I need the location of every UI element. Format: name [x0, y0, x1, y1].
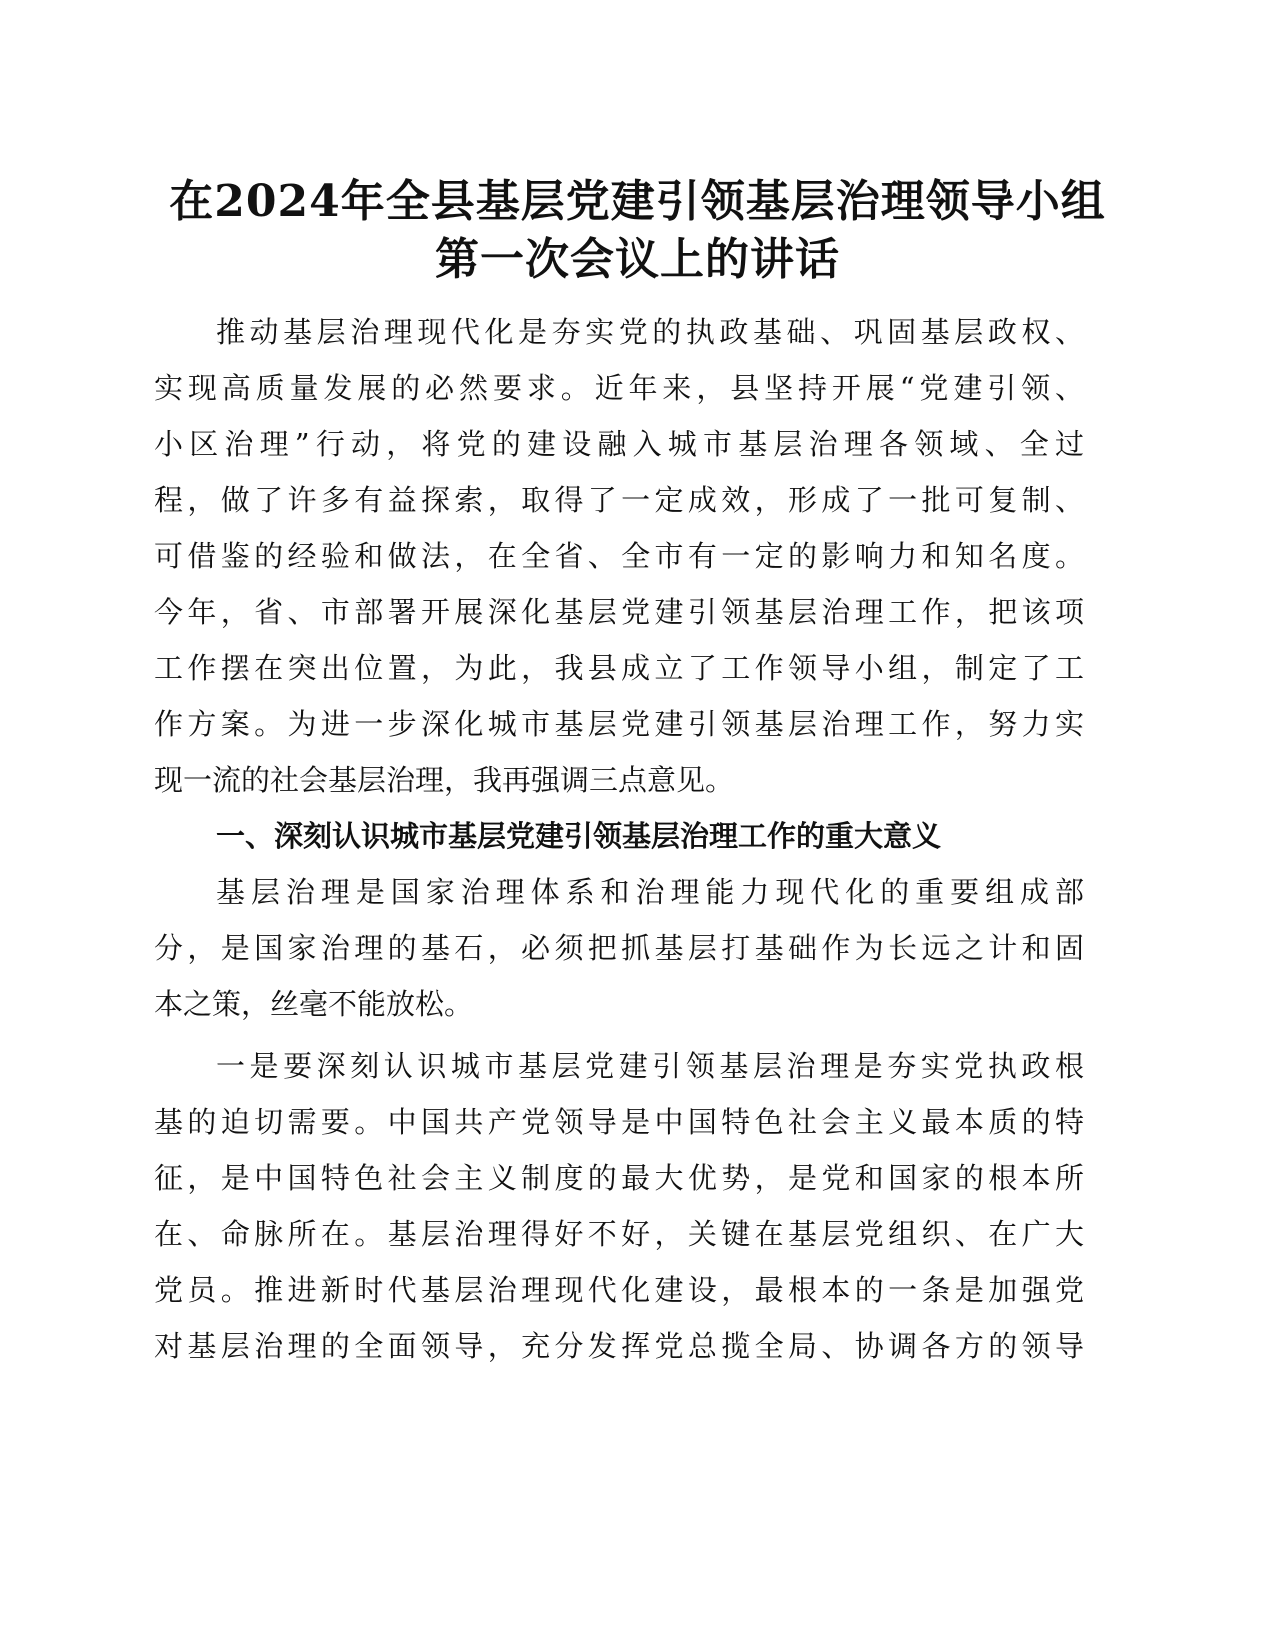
point-paragraph-line: 对基层治理的全面领导，充分发挥党总揽全局、协调各方的领导: [154, 1329, 1084, 1363]
intro-paragraph-line: 推动基层治理现代化是夯实党的执政基础、巩固基层政权、: [216, 315, 1084, 349]
intro-paragraph-line: 作方案。为进一步深化城市基层党建引领基层治理工作，努力实: [154, 707, 1084, 741]
point-paragraph-line: 党员。推进新时代基层治理现代化建设，最根本的一条是加强党: [154, 1273, 1084, 1307]
document-title-line-1: 在2024年全县基层党建引领基层治理领导小组: [169, 176, 1106, 227]
section-paragraph-line: 基层治理是国家治理体系和治理能力现代化的重要组成部: [216, 875, 1084, 909]
intro-paragraph-line: 小区治理”行动，将党的建设融入城市基层治理各领域、全过: [154, 427, 1084, 461]
document-title-line-2: 第一次会议上的讲话: [435, 234, 840, 285]
intro-paragraph-line: 工作摆在突出位置，为此，我县成立了工作领导小组，制定了工: [154, 651, 1084, 685]
section-heading: 一、深刻认识城市基层党建引领基层治理工作的重大意义: [216, 819, 942, 853]
point-paragraph-line: 基的迫切需要。中国共产党领导是中国特色社会主义最本质的特: [154, 1105, 1084, 1139]
intro-paragraph-line: 今年，省、市部署开展深化基层党建引领基层治理工作，把该项: [154, 595, 1084, 629]
point-paragraph-line: 征，是中国特色社会主义制度的最大优势，是党和国家的根本所: [154, 1161, 1084, 1195]
intro-paragraph-line: 现一流的社会基层治理，我再强调三点意见。: [154, 763, 735, 797]
intro-paragraph-line: 可借鉴的经验和做法，在全省、全市有一定的影响力和知名度。: [154, 539, 1084, 573]
intro-paragraph-line: 实现高质量发展的必然要求。近年来，县坚持开展“党建引领、: [154, 371, 1084, 405]
intro-paragraph-line: 程，做了许多有益探索，取得了一定成效，形成了一批可复制、: [154, 483, 1084, 517]
section-paragraph-line: 本之策，丝毫不能放松。: [154, 987, 474, 1021]
section-paragraph-line: 分，是国家治理的基石，必须把抓基层打基础作为长远之计和固: [154, 931, 1084, 965]
point-paragraph-line: 在、命脉所在。基层治理得好不好，关键在基层党组织、在广大: [154, 1217, 1084, 1251]
point-paragraph-line: 一是要深刻认识城市基层党建引领基层治理是夯实党执政根: [216, 1049, 1084, 1083]
